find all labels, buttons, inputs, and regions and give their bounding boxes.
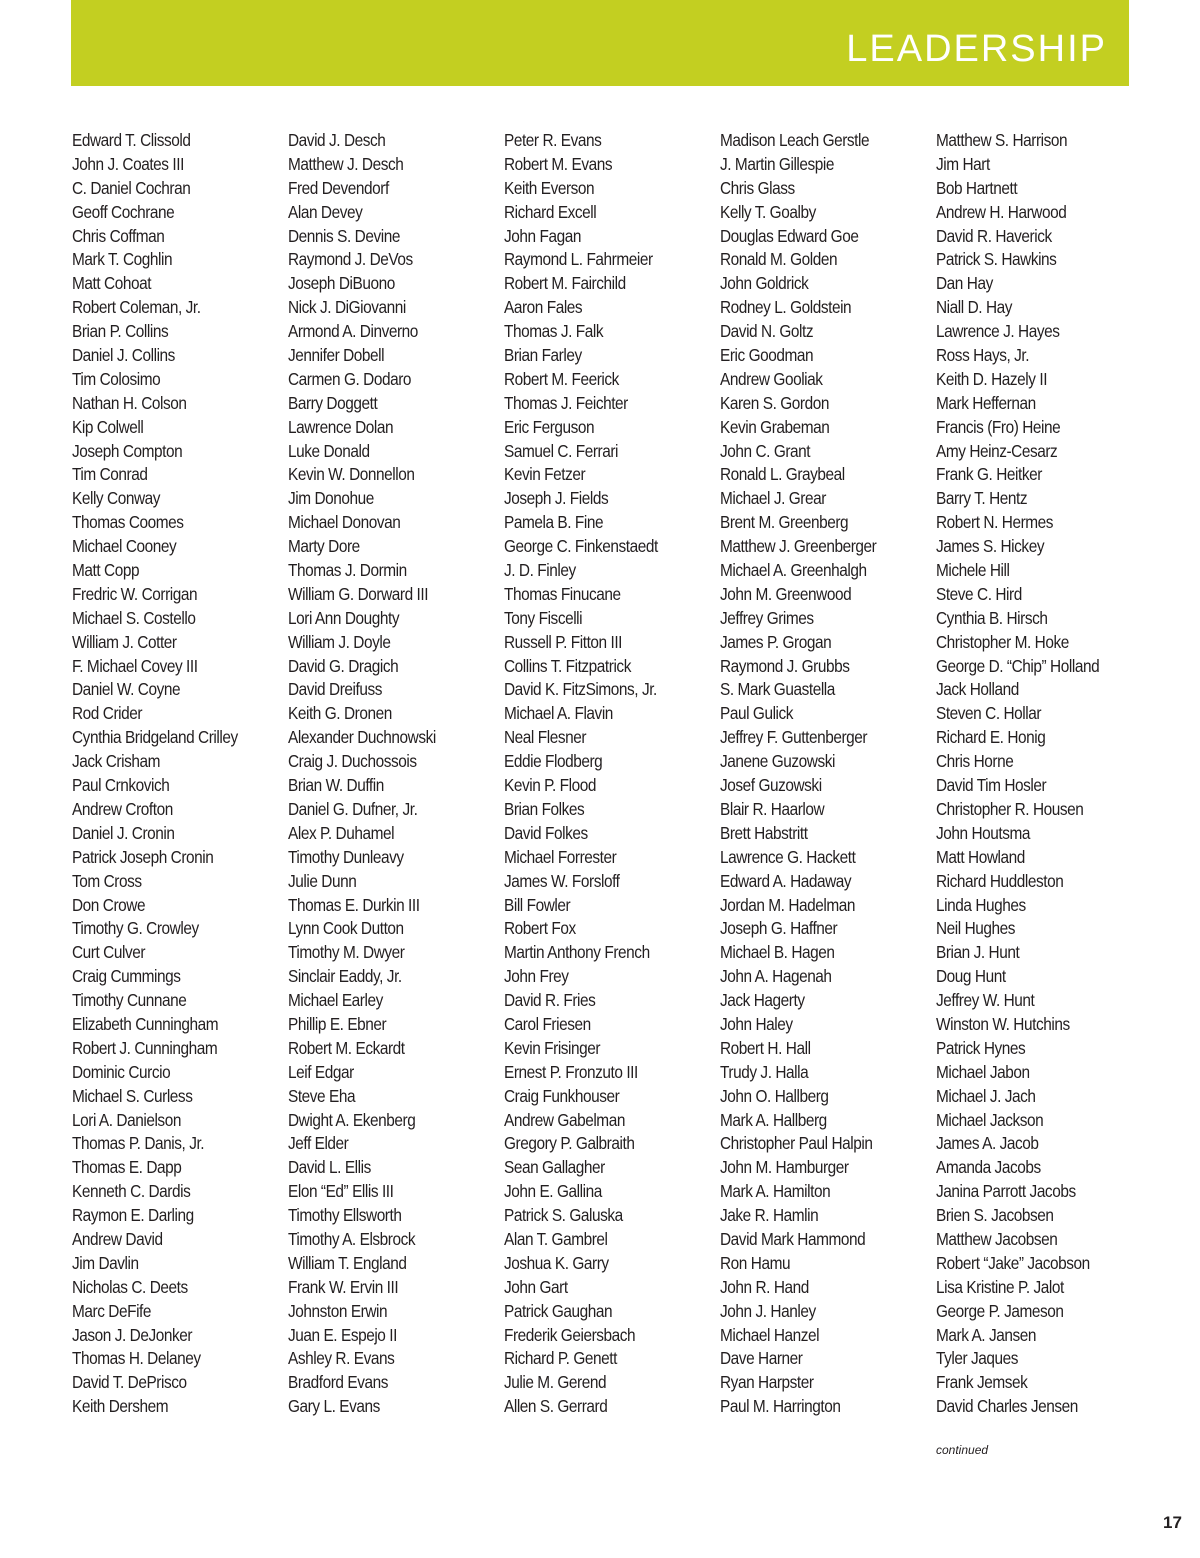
name-entry: Kelly Conway [72, 488, 161, 509]
name-entry: Mark Heffernan [936, 392, 1036, 413]
name-entry: Matthew S. Harrison [936, 130, 1068, 150]
name-entry: Julie Dunn [288, 870, 357, 891]
name-entry: Alex P. Duhamel [288, 822, 395, 843]
name-entry: Michele Hill [936, 560, 1010, 581]
name-entry: Jeffrey W. Hunt [936, 990, 1035, 1011]
name-entry: Brian Folkes [504, 798, 585, 819]
name-entry: Brien S. Jacobsen [936, 1205, 1054, 1226]
name-entry: Paul M. Harrington [720, 1396, 841, 1417]
name-entry: Lori A. Danielson [72, 1109, 181, 1130]
name-entry: Doug Hunt [936, 966, 1006, 987]
name-entry: Joseph DiBuono [288, 273, 395, 294]
name-entry: Eddie Flodberg [504, 751, 603, 772]
name-entry: Alexander Duchnowski [288, 727, 436, 748]
name-entry: Luke Donald [288, 440, 370, 461]
name-entry: Julie M. Gerend [504, 1372, 607, 1393]
name-entry: Steven C. Hollar [936, 703, 1042, 724]
name-entry: Mark A. Jansen [936, 1324, 1036, 1345]
name-entry: Samuel C. Ferrari [504, 440, 619, 461]
name-entry: Frank W. Ervin III [288, 1276, 399, 1297]
name-entry: Andrew H. Harwood [936, 201, 1067, 222]
name-entry: Eric Ferguson [504, 416, 595, 437]
name-entry: David R. Fries [504, 990, 596, 1011]
name-entry: F. Michael Covey III [72, 655, 198, 676]
name-entry: S. Mark Guastella [720, 679, 835, 700]
name-entry: Alan Devey [288, 201, 363, 222]
name-entry: David Charles Jensen [936, 1396, 1078, 1417]
name-entry: Ronald L. Graybeal [720, 464, 845, 485]
name-entry: Mark T. Coghlin [72, 249, 173, 270]
name-entry: Ernest P. Fronzuto III [504, 1061, 638, 1082]
name-entry: Chris Coffman [72, 225, 165, 246]
name-entry: Jack Crisham [72, 751, 160, 772]
name-entry: Fred Devendorf [288, 177, 389, 198]
name-entry: Matthew Jacobsen [936, 1228, 1058, 1249]
name-entry: Raymond J. Grubbs [720, 655, 850, 676]
name-entry: Pamela B. Fine [504, 512, 604, 533]
name-entry: Michael Earley [288, 990, 383, 1011]
name-entry: Timothy G. Crowley [72, 918, 199, 939]
name-entry: John M. Greenwood [720, 583, 852, 604]
name-entry: John C. Grant [720, 440, 811, 461]
name-entry: Barry T. Hentz [936, 488, 1028, 509]
name-entry: David J. Desch [288, 130, 386, 150]
name-entry: William J. Cotter [72, 631, 177, 652]
name-entry: Thomas E. Durkin III [288, 894, 420, 915]
name-entry: Fredric W. Corrigan [72, 583, 198, 604]
name-entry: Janene Guzowski [720, 751, 835, 772]
name-entry: John Houtsma [936, 822, 1031, 843]
name-entry: Christopher R. Housen [936, 798, 1084, 819]
name-entry: Juan E. Espejo II [288, 1324, 397, 1345]
name-entry: Daniel W. Coyne [72, 679, 181, 700]
name-entry: Joshua K. Garry [504, 1252, 609, 1273]
name-entry: James S. Hickey [936, 536, 1045, 557]
name-entry: Joseph G. Haffner [720, 918, 838, 939]
name-entry: John J. Hanley [720, 1300, 816, 1321]
name-entry: Chris Glass [720, 177, 795, 198]
name-entry: Thomas H. Delaney [72, 1348, 201, 1369]
name-entry: Michael Hanzel [720, 1324, 820, 1345]
name-entry: Daniel J. Collins [72, 345, 175, 366]
name-entry: Robert M. Feerick [504, 368, 619, 389]
name-entry: Curt Culver [72, 942, 146, 963]
name-entry: Carol Friesen [504, 1013, 591, 1034]
name-entry: Gary L. Evans [288, 1396, 380, 1417]
name-entry: Elon “Ed” Ellis III [288, 1181, 394, 1202]
name-entry: Patrick Joseph Cronin [72, 846, 214, 867]
name-entry: Timothy Ellsworth [288, 1205, 402, 1226]
name-entry: John M. Hamburger [720, 1157, 849, 1178]
name-entry: Thomas P. Danis, Jr. [72, 1133, 205, 1154]
name-entry: Lynn Cook Dutton [288, 918, 404, 939]
name-entry: David R. Haverick [936, 225, 1052, 246]
name-entry: Raymon E. Darling [72, 1205, 194, 1226]
name-entry: Tyler Jaques [936, 1348, 1019, 1369]
name-entry: Ronald M. Golden [720, 249, 838, 270]
name-entry: Gregory P. Galbraith [504, 1133, 635, 1154]
page-number: 17 [1163, 1513, 1182, 1532]
name-entry: George C. Finkenstaedt [504, 536, 658, 557]
name-entry: Brian Farley [504, 345, 582, 366]
name-entry: Matt Cohoat [72, 273, 152, 294]
name-entry: John J. Coates III [72, 153, 184, 174]
name-entry: Ashley R. Evans [288, 1348, 395, 1369]
name-entry: Richard P. Genett [504, 1348, 617, 1369]
name-column-1 [72, 129, 282, 1419]
name-entry: George D. “Chip” Holland [936, 655, 1100, 676]
name-entry: Matthew J. Desch [288, 153, 404, 174]
name-entry: Steve Eha [288, 1085, 356, 1106]
name-entry: Sean Gallagher [504, 1157, 605, 1178]
name-entry: Patrick S. Galuska [504, 1205, 623, 1226]
name-entry: Jake R. Hamlin [720, 1205, 819, 1226]
name-entry: Kevin Frisinger [504, 1037, 601, 1058]
name-entry: Christopher M. Hoke [936, 631, 1069, 652]
name-entry: Jim Donohue [288, 488, 374, 509]
name-entry: Elizabeth Cunningham [72, 1013, 219, 1034]
name-entry: Jordan M. Hadelman [720, 894, 856, 915]
name-entry: Jack Holland [936, 679, 1019, 700]
name-entry: Richard Excell [504, 201, 597, 222]
name-entry: William G. Dorward III [288, 583, 429, 604]
name-entry: Richard Huddleston [936, 870, 1064, 891]
name-entry: Michael Forrester [504, 846, 617, 867]
name-entry: Andrew David [72, 1228, 163, 1249]
name-entry: Thomas J. Falk [504, 321, 604, 342]
name-entry: Ryan Harpster [720, 1372, 814, 1393]
name-entry: Jim Hart [936, 153, 990, 174]
name-entry: Jennifer Dobell [288, 345, 385, 366]
name-entry: John Haley [720, 1013, 793, 1034]
name-entry: Patrick Hynes [936, 1037, 1026, 1058]
name-entry: Bradford Evans [288, 1372, 388, 1393]
name-entry: Karen S. Gordon [720, 392, 829, 413]
name-entry: Daniel G. Dufner, Jr. [288, 798, 418, 819]
name-entry: Richard E. Honig [936, 727, 1046, 748]
name-entry: Neal Flesner [504, 727, 587, 748]
name-entry: Michael A. Greenhalgh [720, 560, 867, 581]
name-entry: Jeffrey Grimes [720, 607, 814, 628]
name-entry: Jim Davlin [72, 1252, 139, 1273]
name-entry: George P. Jameson [936, 1300, 1064, 1321]
name-entry: Jason J. DeJonker [72, 1324, 193, 1345]
name-entry: David K. FitzSimons, Jr. [504, 679, 657, 700]
name-entry: Amy Heinz-Cesarz [936, 440, 1058, 461]
name-entry: Lawrence J. Hayes [936, 321, 1060, 342]
name-entry: Michael J. Grear [720, 488, 826, 509]
name-entry: Kevin Grabeman [720, 416, 830, 437]
name-entry: Joseph Compton [72, 440, 183, 461]
name-entry: Lori Ann Doughty [288, 607, 400, 628]
name-entry: Kip Colwell [72, 416, 144, 437]
name-entry: Patrick S. Hawkins [936, 249, 1057, 270]
name-entry: Bill Fowler [504, 894, 571, 915]
name-column-3 [504, 129, 714, 1419]
name-entry: Raymond J. DeVos [288, 249, 413, 270]
name-entry: Patrick Gaughan [504, 1300, 613, 1321]
name-entry: Thomas Coomes [72, 512, 184, 533]
name-entry: Barry Doggett [288, 392, 378, 413]
name-entry: Timothy Dunleavy [288, 846, 404, 867]
name-entry: Brian J. Hunt [936, 942, 1020, 963]
name-entry: Tim Colosimo [72, 368, 161, 389]
name-entry: John Gart [504, 1276, 568, 1297]
name-entry: Michael B. Hagen [720, 942, 835, 963]
name-entry: David Dreifuss [288, 679, 382, 700]
name-entry: Chris Horne [936, 751, 1014, 772]
name-entry: David T. DePrisco [72, 1372, 187, 1393]
name-entry: Russell P. Fitton III [504, 631, 623, 652]
name-entry: William J. Doyle [288, 631, 391, 652]
name-entry: Josef Guzowski [720, 775, 822, 796]
name-entry: John Goldrick [720, 273, 809, 294]
name-entry: Jeff Elder [288, 1133, 349, 1154]
name-entry: Don Crowe [72, 894, 146, 915]
name-entry: Keith Everson [504, 177, 595, 198]
name-entry: Matthew J. Greenberger [720, 536, 877, 557]
name-entry: Ron Hamu [720, 1252, 791, 1273]
name-entry: Lawrence G. Hackett [720, 846, 856, 867]
name-entry: J. D. Finley [504, 560, 576, 581]
name-entry: Paul Gulick [720, 703, 794, 724]
name-entry: Craig Funkhouser [504, 1085, 620, 1106]
name-entry: David L. Ellis [288, 1157, 371, 1178]
name-entry: Tim Conrad [72, 464, 148, 485]
name-entry: Collins T. Fitzpatrick [504, 655, 631, 676]
name-entry: Carmen G. Dodaro [288, 368, 412, 389]
name-entry: Phillip E. Ebner [288, 1013, 387, 1034]
name-entry: Niall D. Hay [936, 297, 1013, 318]
name-entry: David N. Goltz [720, 321, 814, 342]
name-entry: Michael S. Curless [72, 1085, 193, 1106]
name-entry: Andrew Gabelman [504, 1109, 625, 1130]
name-entry: Steve C. Hird [936, 583, 1022, 604]
name-entry: Robert Coleman, Jr. [72, 297, 201, 318]
name-entry: Janina Parrott Jacobs [936, 1181, 1076, 1202]
name-entry: Keith G. Dronen [288, 703, 392, 724]
name-entry: Dennis S. Devine [288, 225, 400, 246]
name-entry: William T. England [288, 1252, 407, 1273]
name-entry: Nicholas C. Deets [72, 1276, 188, 1297]
name-entry: Lawrence Dolan [288, 416, 394, 437]
name-entry: Tony Fiscelli [504, 607, 583, 628]
name-entry: Neil Hughes [936, 918, 1016, 939]
name-entry: Brett Habstritt [720, 822, 808, 843]
name-entry: John Frey [504, 966, 569, 987]
name-entry: Leif Edgar [288, 1061, 354, 1082]
name-entry: Kevin W. Donnellon [288, 464, 415, 485]
name-entry: Thomas J. Dormin [288, 560, 407, 581]
name-entry: Michael Jabon [936, 1061, 1030, 1082]
name-entry: Lisa Kristine P. Jalot [936, 1276, 1064, 1297]
header-bar [71, 0, 1129, 86]
name-entry: Keith D. Hazely II [936, 368, 1048, 389]
name-entry: Daniel J. Cronin [72, 822, 175, 843]
name-entry: Matt Copp [72, 560, 140, 581]
name-entry: Aaron Fales [504, 297, 583, 318]
name-entry: Timothy M. Dwyer [288, 942, 405, 963]
name-entry: Robert M. Eckardt [288, 1037, 405, 1058]
name-entry: Robert M. Evans [504, 153, 613, 174]
name-entry: David Folkes [504, 822, 588, 843]
name-entry: Raymond L. Fahrmeier [504, 249, 653, 270]
name-entry: Cynthia B. Hirsch [936, 607, 1048, 628]
name-entry: Francis (Fro) Heine [936, 416, 1061, 437]
name-entry: Dominic Curcio [72, 1061, 171, 1082]
name-entry: Alan T. Gambrel [504, 1228, 608, 1249]
name-entry: Johnston Erwin [288, 1300, 388, 1321]
name-entry: Edward A. Hadaway [720, 870, 852, 891]
name-entry: Douglas Edward Goe [720, 225, 859, 246]
name-entry: Edward T. Clissold [72, 130, 191, 150]
name-entry: J. Martin Gillespie [720, 153, 835, 174]
name-entry: Rodney L. Goldstein [720, 297, 852, 318]
name-entry: Winston W. Hutchins [936, 1013, 1070, 1034]
name-entry: Kelly T. Goalby [720, 201, 816, 222]
name-entry: Michael A. Flavin [504, 703, 613, 724]
name-entry: Robert H. Hall [720, 1037, 811, 1058]
name-entry: Amanda Jacobs [936, 1157, 1041, 1178]
name-entry: C. Daniel Cochran [72, 177, 191, 198]
name-entry: Matt Howland [936, 846, 1025, 867]
name-entry: Robert J. Cunningham [72, 1037, 218, 1058]
name-entry: Marc DeFife [72, 1300, 152, 1321]
name-entry: Thomas E. Dapp [72, 1157, 182, 1178]
name-entry: Dan Hay [936, 273, 993, 294]
name-entry: John E. Gallina [504, 1181, 602, 1202]
name-entry: James W. Forsloff [504, 870, 620, 891]
name-column-2 [288, 129, 498, 1419]
name-entry: Robert “Jake” Jacobson [936, 1252, 1090, 1273]
name-entry: Sinclair Eaddy, Jr. [288, 966, 402, 987]
name-entry: Robert N. Hermes [936, 512, 1054, 533]
name-entry: David G. Dragich [288, 655, 399, 676]
name-entry: Michael Jackson [936, 1109, 1044, 1130]
name-entry: Dwight A. Ekenberg [288, 1109, 416, 1130]
name-entry: Linda Hughes [936, 894, 1026, 915]
name-entry: Kevin P. Flood [504, 775, 597, 796]
name-entry: Brian W. Duffin [288, 775, 384, 796]
name-entry: Eric Goodman [720, 345, 814, 366]
name-entry: James A. Jacob [936, 1133, 1039, 1154]
name-entry: Dave Harner [720, 1348, 803, 1369]
name-entry: Armond A. Dinverno [288, 321, 418, 342]
name-entry: Bob Hartnett [936, 177, 1018, 198]
name-entry: John A. Hagenah [720, 966, 832, 987]
name-entry: Tom Cross [72, 870, 142, 891]
name-entry: Timothy Cunnane [72, 990, 187, 1011]
name-entry: Joseph J. Fields [504, 488, 609, 509]
name-entry: Andrew Gooliak [720, 368, 823, 389]
name-entry: Allen S. Gerrard [504, 1396, 608, 1417]
name-entry: Peter R. Evans [504, 130, 602, 150]
name-entry: Frank Jemsek [936, 1372, 1028, 1393]
name-entry: Michael Donovan [288, 512, 401, 533]
name-entry: Jeffrey F. Guttenberger [720, 727, 868, 748]
name-entry: Marty Dore [288, 536, 360, 557]
name-entry: Brian P. Collins [72, 321, 169, 342]
name-entry: Michael Cooney [72, 536, 177, 557]
name-entry: David Tim Hosler [936, 775, 1047, 796]
name-entry: Geoff Cochrane [72, 201, 175, 222]
name-entry: Jack Hagerty [720, 990, 805, 1011]
name-entry: Thomas Finucane [504, 583, 621, 604]
name-entry: Robert M. Fairchild [504, 273, 626, 294]
name-entry: Rod Crider [72, 703, 143, 724]
name-entry: Cynthia Bridgeland Crilley [72, 727, 238, 748]
name-entry: Blair R. Haarlow [720, 798, 825, 819]
name-column-4 [720, 129, 930, 1419]
name-entry: Craig Cummings [72, 966, 181, 987]
name-entry: Michael S. Costello [72, 607, 196, 628]
name-entry: Thomas J. Feichter [504, 392, 628, 413]
name-entry: Christopher Paul Halpin [720, 1133, 873, 1154]
name-entry: Andrew Crofton [72, 798, 173, 819]
name-entry: John Fagan [504, 225, 581, 246]
name-entry: Nathan H. Colson [72, 392, 187, 413]
name-entry: Trudy J. Halla [720, 1061, 809, 1082]
name-entry: Mark A. Hallberg [720, 1109, 827, 1130]
page-title: LEADERSHIP [846, 28, 1107, 70]
name-entry: Craig J. Duchossois [288, 751, 417, 772]
name-entry: James P. Grogan [720, 631, 832, 652]
name-entry: Frank G. Heitker [936, 464, 1042, 485]
name-entry: Paul Crnkovich [72, 775, 170, 796]
continued-note: continued [936, 1443, 989, 1457]
name-entry: Kevin Fetzer [504, 464, 586, 485]
name-column-5 [936, 129, 1136, 1419]
name-entry: Nick J. DiGiovanni [288, 297, 406, 318]
name-entry: Kenneth C. Dardis [72, 1181, 191, 1202]
name-entry: Keith Dershem [72, 1396, 169, 1417]
name-entry: Frederik Geiersbach [504, 1324, 636, 1345]
name-entry: Michael J. Jach [936, 1085, 1036, 1106]
name-entry: Mark A. Hamilton [720, 1181, 831, 1202]
name-entry: Ross Hays, Jr. [936, 345, 1030, 366]
name-entry: Madison Leach Gerstle [720, 130, 870, 150]
name-entry: Martin Anthony French [504, 942, 650, 963]
name-entry: John O. Hallberg [720, 1085, 829, 1106]
name-entry: John R. Hand [720, 1276, 809, 1297]
name-entry: David Mark Hammond [720, 1228, 866, 1249]
name-entry: Brent M. Greenberg [720, 512, 849, 533]
name-entry: Timothy A. Elsbrock [288, 1228, 416, 1249]
name-entry: Robert Fox [504, 918, 576, 939]
